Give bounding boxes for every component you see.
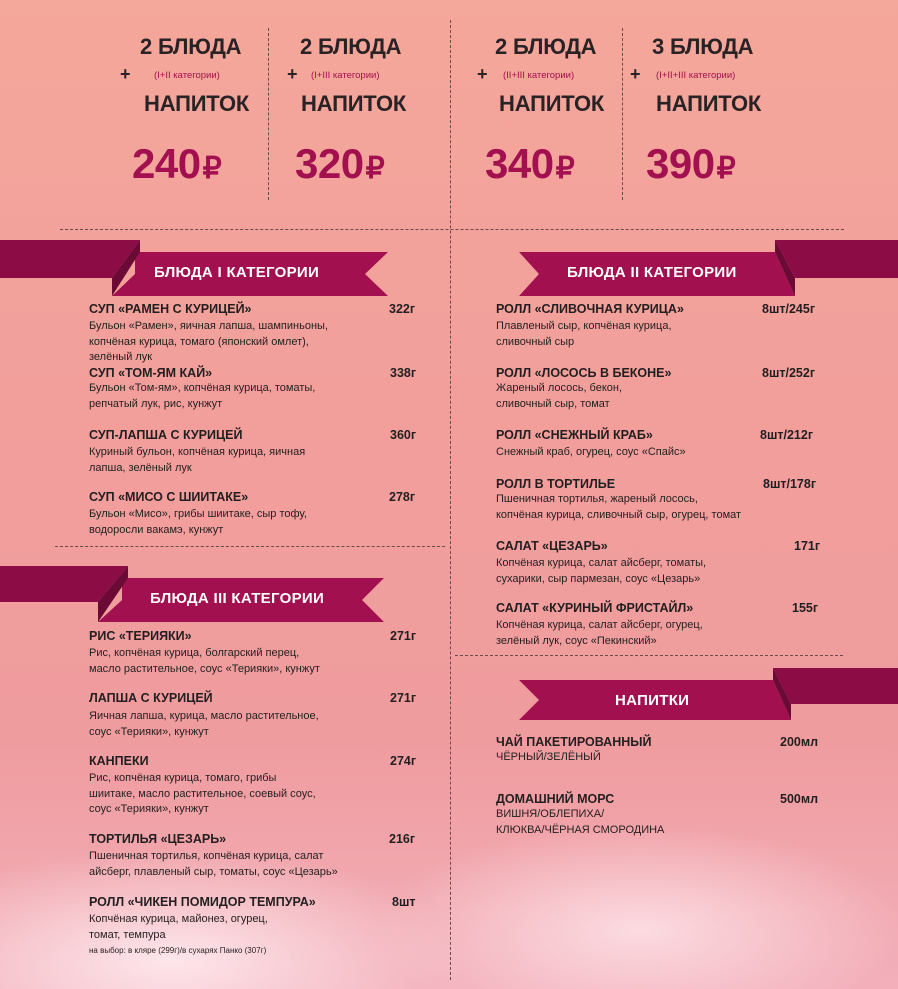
item-description: ЧЁРНЫЙ/ЗЕЛЁНЫЙ [496,751,601,763]
item-name: КАНПЕКИ [89,754,149,768]
item-description: Куриный бульон, копчёная курица, яичная лапша, зелёный лук [89,446,306,474]
combo-dishes: 2 БЛЮДА [495,34,597,59]
combo-dishes: 2 БЛЮДА [300,34,402,59]
item-description: Копчёная курица, салат айсберг, томаты, сухарики, сыр пармезан, соус «Цезарь» [496,557,707,585]
item-weight: 271г [390,691,417,705]
item-name: РОЛЛ «ЛОСОСЬ В БЕКОНЕ» [496,366,672,380]
section-banner-cat3 [0,566,450,632]
combo-price: 320₽ [295,140,385,187]
divider [450,20,451,980]
item-name: ДОМАШНИЙ МОРС [496,792,615,806]
item-description: Копчёная курица, майонез, огурец, томат, темпура [89,913,268,941]
item-name: РОЛЛ «СНЕЖНЫЙ КРАБ» [496,428,653,442]
item-weight: 8шт/252г [762,366,816,380]
item-weight: 155г [792,601,819,615]
plus-icon: + [630,64,641,84]
ruble-icon: ₽ [555,152,575,185]
item-name: ЛАПША С КУРИЦЕЙ [89,691,213,705]
section-title: БЛЮДА I КАТЕГОРИИ [154,264,320,281]
combo-drink: НАПИТОК [499,91,605,116]
item-weight: 171г [794,539,821,553]
ruble-icon: ₽ [716,152,736,185]
combo-dishes: 2 БЛЮДА [140,34,242,59]
item-description: Яичная лапша, курица, масло растительное, соус «Терияки», кунжут [89,710,319,738]
item-description: Бульон «Том-ям», копчёная курица, томаты, репчатый лук, рис, кунжут [89,382,316,410]
item-description: Бульон «Мисо», грибы шиитаке, сыр тофу, водоросли вакамэ, кунжут [89,508,307,536]
item-weight: 8шт/245г [762,302,816,316]
section-banner-cat2 [455,240,898,306]
item-name: РОЛЛ «СЛИВОЧНАЯ КУРИЦА» [496,302,684,316]
item-weight: 8шт/178г [763,477,817,491]
item-weight: 8шт/212г [760,428,814,442]
item-weight: 278г [389,490,416,504]
divider [60,229,844,230]
item-name: САЛАТ «КУРИНЫЙ ФРИСТАЙЛ» [496,601,694,615]
section-banner-drinks [455,668,898,724]
item-description: Пшеничная тортилья, копчёная курица, салат айсберг, плавленый сыр, томаты, соус «Цезарь» [89,850,338,878]
item-weight: 200мл [780,735,819,749]
item-description: Бульон «Рамен», яичная лапша, шампиньоны, копчёная курица, томаго (японский омлет), зелёный лук [89,320,328,363]
item-name: РОЛЛ «ЧИКЕН ПОМИДОР ТЕМПУРА» [89,895,316,909]
combo-price: 340₽ [485,140,575,187]
item-name: ТОРТИЛЬЯ «ЦЕЗАРЬ» [89,832,227,846]
plus-icon: + [120,64,131,84]
combo-price: 240₽ [132,140,222,187]
combo-drink: НАПИТОК [301,91,407,116]
item-description: Плавленый сыр, копчёная курица, сливочный сыр [496,320,672,348]
item-weight: 271г [390,629,417,643]
item-name: РОЛЛ В ТОРТИЛЬЕ [496,477,616,491]
item-description: Снежный краб, огурец, соус «Спайс» [496,446,686,458]
item-description: ВИШНЯ/ОБЛЕПИХА/ КЛЮКВА/ЧЁРНАЯ СМОРОДИНА [496,808,665,836]
item-name: ЧАЙ ПАКЕТИРОВАННЫЙ [496,735,652,749]
divider [268,28,269,200]
item-weight: 216г [389,832,416,846]
combo-categories: (I+III категории) [311,70,380,81]
combo-drink: НАПИТОК [656,91,762,116]
ruble-icon: ₽ [202,152,222,185]
divider [455,655,843,656]
combo-drink: НАПИТОК [144,91,250,116]
item-name: СУП «ТОМ-ЯМ КАЙ» [89,366,213,380]
item-weight: 500мл [780,792,819,806]
section-banner-cat1 [0,240,450,306]
combo-price: 390₽ [646,140,736,187]
item-weight: 322г [389,302,416,316]
section-title: БЛЮДА III КАТЕГОРИИ [150,590,325,607]
item-weight: 360г [390,428,417,442]
item-weight: 8шт [392,895,416,909]
divider [55,546,445,547]
item-name: РИС «ТЕРИЯКИ» [89,629,192,643]
combo-categories: (I+II+III категории) [656,70,736,81]
section-title: НАПИТКИ [615,692,690,709]
item-weight: 274г [390,754,417,768]
item-description: Рис, копчёная курица, болгарский перец, масло растительное, соус «Терияки», кунжут [89,647,320,675]
item-name: СУП «РАМЕН С КУРИЦЕЙ» [89,302,252,316]
section-title: БЛЮДА II КАТЕГОРИИ [567,264,737,281]
item-description: Пшеничная тортилья, жареный лосось, копчёная курица, сливочный сыр, огурец, томат [496,493,742,521]
item-description: Жареный лосось, бекон, сливочный сыр, томат [496,382,623,410]
divider [622,28,623,200]
item-note: на выбор: в кляре (299г)/в сухарях Панко (307г) [89,946,267,955]
combo-categories: (I+II категории) [154,70,220,81]
plus-icon: + [287,64,298,84]
combo-dishes: 3 БЛЮДА [652,34,754,59]
item-name: СУП «МИСО С ШИИТАКЕ» [89,490,249,504]
item-weight: 338г [390,366,417,380]
item-name: САЛАТ «ЦЕЗАРЬ» [496,539,608,553]
ruble-icon: ₽ [365,152,385,185]
plus-icon: + [477,64,488,84]
item-name: СУП-ЛАПША С КУРИЦЕЙ [89,428,243,442]
item-description: Копчёная курица, салат айсберг, огурец, зелёный лук, соус «Пекинский» [496,619,703,647]
item-description: Рис, копчёная курица, томаго, грибы шиитаке, масло растительное, соевый соус, соус «Терияки», кунжут [89,772,316,815]
combo-categories: (II+III категории) [503,70,575,81]
